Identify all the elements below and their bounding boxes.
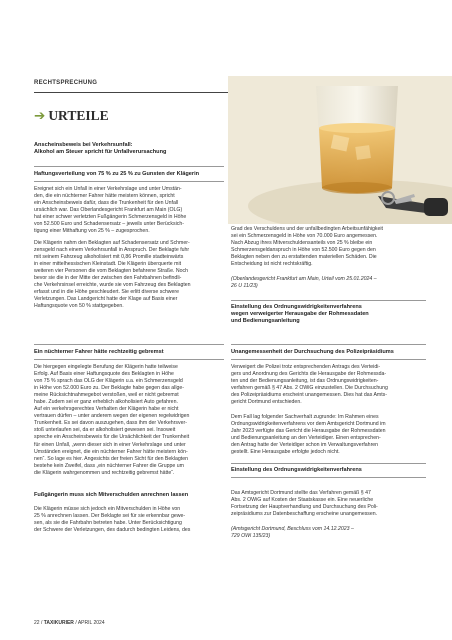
text-line: Ereignet sich ein Unfall in einer Verkehrslage und unter Umstän-: [34, 186, 182, 192]
text-line: Umständen ereignet, die ein nüchterner Fahrer hätte meistern kön-: [34, 448, 188, 455]
text-line: (Amtsgericht Dortmund, Beschluss vom 14.12.2023 –: [231, 526, 354, 532]
text-line: Auf ein verkehrsgerechtes Verhalten der Klägerin habe er nicht: [34, 406, 179, 413]
article-title-line: Einstellung des Ordnungswidrigkeitenverfahrens: [231, 304, 362, 310]
text-line: zeipräsidiums zur Datenbeschaffung erscheine unangemessen.: [231, 511, 378, 518]
text-line: Trunkenheit. Es sei davon auszugehen, dass ihm der Verkehrsver-: [34, 420, 187, 427]
text-line: in einer mittelhessischen Kleinstadt. Die Klägerin überquerte mit: [34, 261, 182, 268]
page-number: 22: [34, 620, 40, 626]
header-rule: [34, 92, 234, 93]
page-headline: [34, 108, 109, 124]
divider: [34, 181, 224, 182]
paragraph: [34, 186, 226, 235]
text-line: 729 OWi 135/23): [231, 533, 271, 540]
text-line: Ordnungswidrigkeitenverfahrens vor dem Amtsgericht Dortmund im: [231, 421, 386, 428]
text-line: Erfolg. Auf Basis einer Haftungsquote des Beklagten in Höhe: [34, 371, 174, 378]
text-line: Fortsetzung der Hauptverhandlung und Durchsuchung des Poli-: [231, 504, 378, 511]
text-line: 25 % anrechnen lassen. Der Beklagte sei für sie erkennbar gewe-: [34, 513, 186, 520]
text-line: Das Amtsgericht Dortmund stellte das Verfahren gemäß § 47: [231, 490, 371, 496]
paragraph: [34, 240, 226, 310]
article-subheading: Einstellung des Ordnungswidrigkeitenverfahrens: [231, 467, 362, 473]
arrow-right-icon: ➔: [34, 108, 46, 124]
paragraph: [231, 364, 426, 406]
text-line: hat einer schwer verletzten Fußgängerin Schmerzensgeld in Höhe: [34, 214, 187, 221]
text-line: bevor sie die in der Mitte der zwischen den Fahrbahnen befindli-: [34, 275, 182, 282]
text-line: meine Rücksichtnahmegebot verstoßen, weil er nicht gebremst: [34, 392, 179, 399]
text-line: mit seinem Fahrzeug alkoholisiert mit 0,86 Promille stadteinwärts: [34, 254, 184, 261]
text-line: stoß unterlaufen sei, da er alkoholisiert gewesen sei. Insoweit: [34, 427, 176, 434]
text-line: in Höhe von 52.000 Euro zu. Der Beklagte habe gegen das allge-: [34, 385, 184, 392]
text-line: Abs. 2 OWiG auf Kosten der Staatskasse ein. Eine neuerliche: [231, 497, 374, 504]
divider: [231, 359, 426, 360]
text-line: Grad des Verschuldens und der unfallbedingten Arbeitsunfähigkeit: [231, 226, 383, 232]
paragraph: [231, 490, 426, 518]
text-line: sen, als sie die Fahrbahn betreten habe. Unter Berücksichtigung: [34, 520, 182, 527]
text-line: den, die ein nüchterner Fahrer hätte meistern können, spricht: [34, 193, 175, 200]
paragraph: [231, 414, 426, 456]
magazine-name: TAXIKURIER: [43, 620, 74, 626]
text-line: Dem Fall lag folgender Sachverhalt zugrunde: Im Rahmen eines: [231, 414, 379, 420]
text-line: von 75 % sprach das OLG der Klägerin u.a. ein Schmerzensgeld: [34, 378, 183, 385]
text-line: Jahr 2023 verfügte das Gericht die Herausgabe der Rohmessdaten: [231, 428, 386, 435]
footer-separator: /: [40, 620, 44, 626]
text-line: Beklagten neben den zu erstattenden materiellen Schäden. Die: [231, 254, 377, 261]
footer-separator: /: [75, 620, 78, 626]
divider: [34, 344, 224, 345]
page-footer: [34, 620, 105, 626]
text-line: Schmerzensgeldanspruch in Höhe von 52.500 Euro gegen den: [231, 247, 376, 254]
text-line: des Polizeipräsidiums erscheint unangemessen. Dies hat das Amts-: [231, 392, 387, 399]
text-line: zensgeld nach einem Verkehrsunfall in Anspruch. Der Beklagte fuhr: [34, 247, 190, 254]
text-line: Die hiergegen eingelegte Berufung der Klägerin hatte teilweise: [34, 364, 178, 370]
text-line: sei ein Schmerzensgeld in Höhe von 70.000 Euro angemessen.: [231, 233, 378, 240]
issue-date: APRIL 2024: [77, 620, 105, 626]
divider: [231, 344, 426, 345]
text-line: die Klägerin wahrgenommen und rechtzeitig gebremst hätte“.: [34, 469, 175, 476]
text-line: Die Klägerin müsse sich jedoch ein Mitverschulden in Höhe von: [34, 506, 181, 512]
text-line: der Schwere der Verletzungen, des dadurch bedingten Leidens, des: [34, 527, 191, 534]
citation: [231, 276, 426, 290]
text-line: spreche ein Anscheinsbeweis für die Ursächlichkeit der Trunkenheit: [34, 434, 190, 441]
text-line: che Verkehrsinsel erreichte, wurde sie vom Fahrzeug des Beklagten: [34, 282, 191, 289]
divider: [34, 359, 224, 360]
divider: [34, 166, 224, 167]
section-label: RECHTSPRECHUNG: [34, 80, 98, 86]
text-line: tigung einer Mithaftung von 25 % – zugesprochen.: [34, 228, 150, 235]
text-line: Haftungsquote von 50 % stattgegeben.: [34, 303, 124, 310]
text-line: verfahren gemäß § 47 Abs. 2 OWiG einzustellen. Die Durchsuchung: [231, 385, 388, 392]
divider: [231, 463, 426, 464]
headline-text: URTEILE: [48, 108, 109, 123]
article-title: [231, 304, 426, 326]
text-line: und Bedienungsanleitung an den Verteidiger. Einen entsprechen-: [231, 435, 381, 442]
whisky-glass-and-car-keys-photo: [228, 76, 452, 224]
article-subheading: Fußgängerin muss sich Mitverschulden anrechnen lassen: [34, 492, 189, 498]
text-line: weiteren vier Personen die vom Beklagten befahrene Straße. Noch: [34, 268, 188, 275]
text-line: Verletzungen. Das Landgericht hatte der Klage auf Basis einer: [34, 296, 178, 303]
text-line: nen“. So lage es hier. Angesichts der freien Sicht für den Beklagten: [34, 455, 188, 462]
paragraph: [34, 506, 226, 534]
text-line: bestehe kein Zweifel, dass „ein nüchterner Fahrer die Gruppe um: [34, 462, 184, 469]
article-title: [34, 142, 224, 156]
text-line: Nach Abzug ihres Mitverschuldensanteils von 25 % bleibe ein: [231, 240, 373, 247]
text-line: habe. Zudem sei er ganz erheblich alkoholisiert Auto gefahren.: [34, 399, 178, 406]
text-line: den Antrag hatte der Verteidiger schon im Verwaltungsverfahren: [231, 442, 379, 449]
article-title-line: wegen verweigerter Herausgabe der Rohmessdaten: [231, 311, 369, 318]
text-line: für einen Unfall, „wenn dieser sich in einer Verkehrslage und unter: [34, 441, 186, 448]
text-line: vertrauen dürfen – unter anderem wegen der eigenen regelwidrigen: [34, 413, 190, 420]
text-line: gers und Anordnung des Gerichts die Herausgabe der Rohmessda-: [231, 371, 387, 378]
paragraph: [34, 364, 226, 477]
text-line: gestellt. Eine Herausgabe erfolgte jedoch nicht.: [231, 449, 340, 456]
article-title-line: Anscheinsbeweis bei Verkehrsunfall:: [34, 142, 133, 148]
text-line: ein Anscheinsbeweis dafür, dass die Trunkenheit für den Unfall: [34, 200, 179, 207]
text-line: Entscheidung ist nicht rechtskräftig.: [231, 261, 313, 268]
text-line: von 52.500 Euro und Schadensersatz – jeweils unter Berücksich-: [34, 221, 184, 228]
text-line: gericht Dortmund entschieden.: [231, 399, 302, 406]
divider: [231, 300, 426, 301]
paragraph: [231, 226, 426, 268]
text-line: 26 U 11/23): [231, 283, 258, 290]
article-title-line: und Bedienungsanleitung: [231, 318, 300, 325]
text-line: ursächlich war. Das Oberlandesgericht Frankfurt am Main (OLG): [34, 207, 183, 214]
text-line: Verweigert die Polizei trotz entsprechenden Antrags des Verteidi-: [231, 364, 381, 370]
citation: [231, 526, 426, 540]
text-line: (Oberlandesgericht Frankfurt am Main, Urteil vom 25.01.2024 –: [231, 276, 377, 282]
text-line: ten und der Bedienungsanleitung, ist das Ordnungswidrigkeiten-: [231, 378, 379, 385]
article-subheading: Unangemessenheit der Durchsuchung des Polizeipräsidiums: [231, 349, 394, 355]
article-subheading: Haftungsverteilung von 75 % zu 25 % zu Gunsten der Klägerin: [34, 171, 200, 177]
divider: [231, 477, 426, 478]
text-line: Die Klägerin nahm den Beklagten auf Schadensersatz und Schmer-: [34, 240, 190, 246]
article-title-line: Alkohol am Steuer spricht für Unfallverursachung: [34, 149, 167, 156]
text-line: erfasst und in die Höhe geschleudert. Sie erlitt diverse schwere: [34, 289, 180, 296]
article-subheading: Ein nüchterner Fahrer hätte rechtzeitig gebremst: [34, 349, 164, 355]
